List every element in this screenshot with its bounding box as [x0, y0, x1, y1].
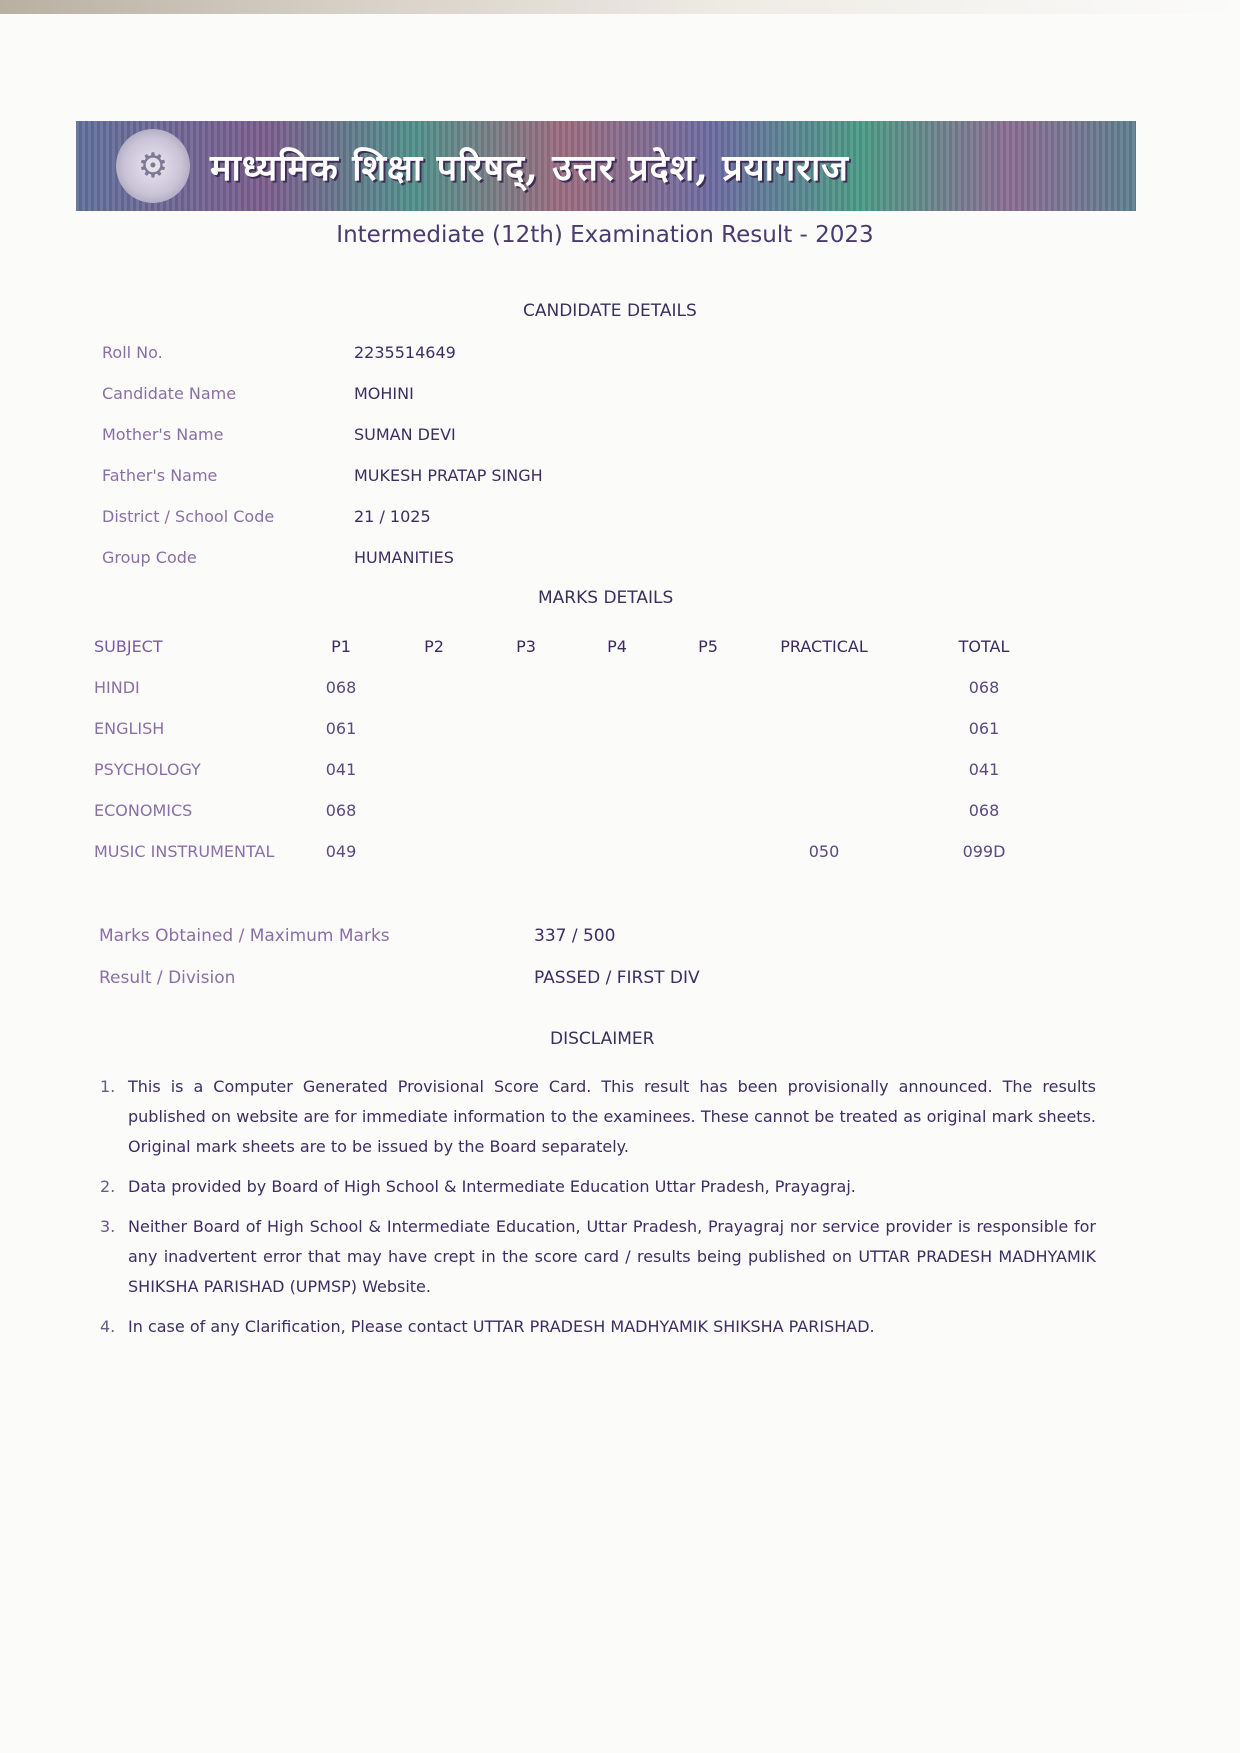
mother-name-label: Mother's Name	[102, 425, 224, 444]
p4-cell	[572, 790, 662, 831]
total-cell: 041	[968, 760, 1000, 779]
roll-no-label: Roll No.	[102, 343, 163, 362]
p5-cell	[662, 749, 754, 790]
column-header-total: TOTAL	[958, 637, 1010, 656]
practical-cell	[754, 708, 894, 749]
mother-name-value: SUMAN DEVI	[354, 425, 456, 444]
subject-cell: PSYCHOLOGY	[94, 760, 201, 779]
roll-no-value: 2235514649	[354, 343, 456, 362]
p3-cell	[480, 790, 572, 831]
p2-cell	[388, 790, 480, 831]
p4-cell	[572, 831, 662, 872]
column-header-practical: PRACTICAL	[780, 637, 868, 656]
column-header-p4: P4	[607, 637, 627, 656]
p1-cell: 041	[325, 760, 357, 779]
group-code-label: Group Code	[102, 548, 197, 567]
list-item-number: 3.	[100, 1217, 116, 1236]
list-item-text: In case of any Clarification, Please contact UTTAR PRADESH MADHYAMIK SHIKSHA PARISHAD.	[128, 1317, 875, 1336]
list-item-text: Neither Board of High School & Intermediate Education, Uttar Pradesh, Prayagraj nor service provider is responsible for any inadvertent error that may have crept in the score card / results being published on UTTAR PRADESH MADHYAMIK SHIKSHA PARISHAD (UPMSP) Website.	[128, 1217, 1096, 1296]
disclaimer-heading: DISCLAIMER	[550, 1029, 655, 1049]
subject-cell: HINDI	[94, 678, 140, 697]
practical-cell	[754, 749, 894, 790]
p5-cell	[662, 708, 754, 749]
result-division-label: Result / Division	[99, 968, 236, 988]
father-name-label: Father's Name	[102, 466, 218, 485]
table-row	[94, 667, 1074, 708]
marks-header-row	[94, 626, 1074, 667]
subject-cell: ECONOMICS	[94, 801, 193, 820]
p3-cell	[480, 831, 572, 872]
p2-cell	[388, 667, 480, 708]
p1-cell: 068	[325, 801, 357, 820]
subject-cell: ENGLISH	[94, 719, 165, 738]
p4-cell	[572, 749, 662, 790]
p5-cell	[662, 667, 754, 708]
list-item-number: 2.	[100, 1177, 116, 1196]
header-banner	[76, 121, 1136, 211]
group-code-value: HUMANITIES	[354, 548, 454, 567]
p5-cell	[662, 831, 754, 872]
p4-cell	[572, 708, 662, 749]
column-header-subject: SUBJECT	[94, 637, 163, 656]
marks-obtained-value: 337 / 500	[534, 926, 616, 946]
p1-cell: 049	[325, 842, 357, 861]
practical-cell: 050	[808, 842, 840, 861]
list-item-text: Data provided by Board of High School & Intermediate Education Uttar Pradesh, Prayagraj.	[128, 1177, 856, 1196]
list-item-number: 4.	[100, 1317, 116, 1336]
list-item	[100, 1172, 1096, 1202]
father-name-value: MUKESH PRATAP SINGH	[354, 466, 543, 485]
p1-cell: 061	[325, 719, 357, 738]
up-government-emblem-icon: ⚙	[116, 129, 190, 203]
list-item	[100, 1312, 1096, 1342]
total-cell: 068	[968, 678, 1000, 697]
total-cell: 099D	[962, 842, 1006, 861]
p3-cell	[480, 708, 572, 749]
p1-cell: 068	[325, 678, 357, 697]
scanned-page-edge	[0, 0, 1240, 14]
p2-cell	[388, 831, 480, 872]
practical-cell	[754, 790, 894, 831]
list-item	[100, 1212, 1096, 1302]
p2-cell	[388, 749, 480, 790]
column-header-p1: P1	[331, 637, 351, 656]
p5-cell	[662, 790, 754, 831]
p4-cell	[572, 667, 662, 708]
disclaimer-list	[100, 1072, 1096, 1352]
total-cell: 068	[968, 801, 1000, 820]
list-item-number: 1.	[100, 1077, 116, 1096]
practical-cell	[754, 667, 894, 708]
candidate-details-heading: CANDIDATE DETAILS	[523, 301, 697, 321]
list-item	[100, 1072, 1096, 1162]
candidate-name-value: MOHINI	[354, 384, 414, 403]
marks-details-heading: MARKS DETAILS	[538, 588, 674, 608]
district-school-code-label: District / School Code	[102, 507, 275, 526]
board-name-hindi: माध्यमिक शिक्षा परिषद्, उत्तर प्रदेश, प्रयागराज	[210, 146, 849, 189]
district-school-code-value: 21 / 1025	[354, 507, 431, 526]
marks-table	[94, 626, 1074, 872]
table-row	[94, 831, 1074, 872]
subject-cell: MUSIC INSTRUMENTAL	[94, 842, 275, 861]
table-row	[94, 790, 1074, 831]
table-row	[94, 708, 1074, 749]
candidate-name-label: Candidate Name	[102, 384, 237, 403]
column-header-p5: P5	[698, 637, 718, 656]
p2-cell	[388, 708, 480, 749]
p3-cell	[480, 667, 572, 708]
table-row	[94, 749, 1074, 790]
result-division-value: PASSED / FIRST DIV	[534, 968, 700, 988]
column-header-p2: P2	[424, 637, 444, 656]
list-item-text: This is a Computer Generated Provisional Score Card. This result has been provisionally announced. The results published on website are for immediate information to the examinees. These cannot be treated as original mark sheets. Original mark sheets are to be issued by the Board separately.	[128, 1077, 1096, 1156]
total-cell: 061	[968, 719, 1000, 738]
exam-title: Intermediate (12th) Examination Result - 2023	[336, 222, 874, 248]
marks-obtained-label: Marks Obtained / Maximum Marks	[99, 926, 390, 946]
p3-cell	[480, 749, 572, 790]
column-header-p3: P3	[516, 637, 536, 656]
